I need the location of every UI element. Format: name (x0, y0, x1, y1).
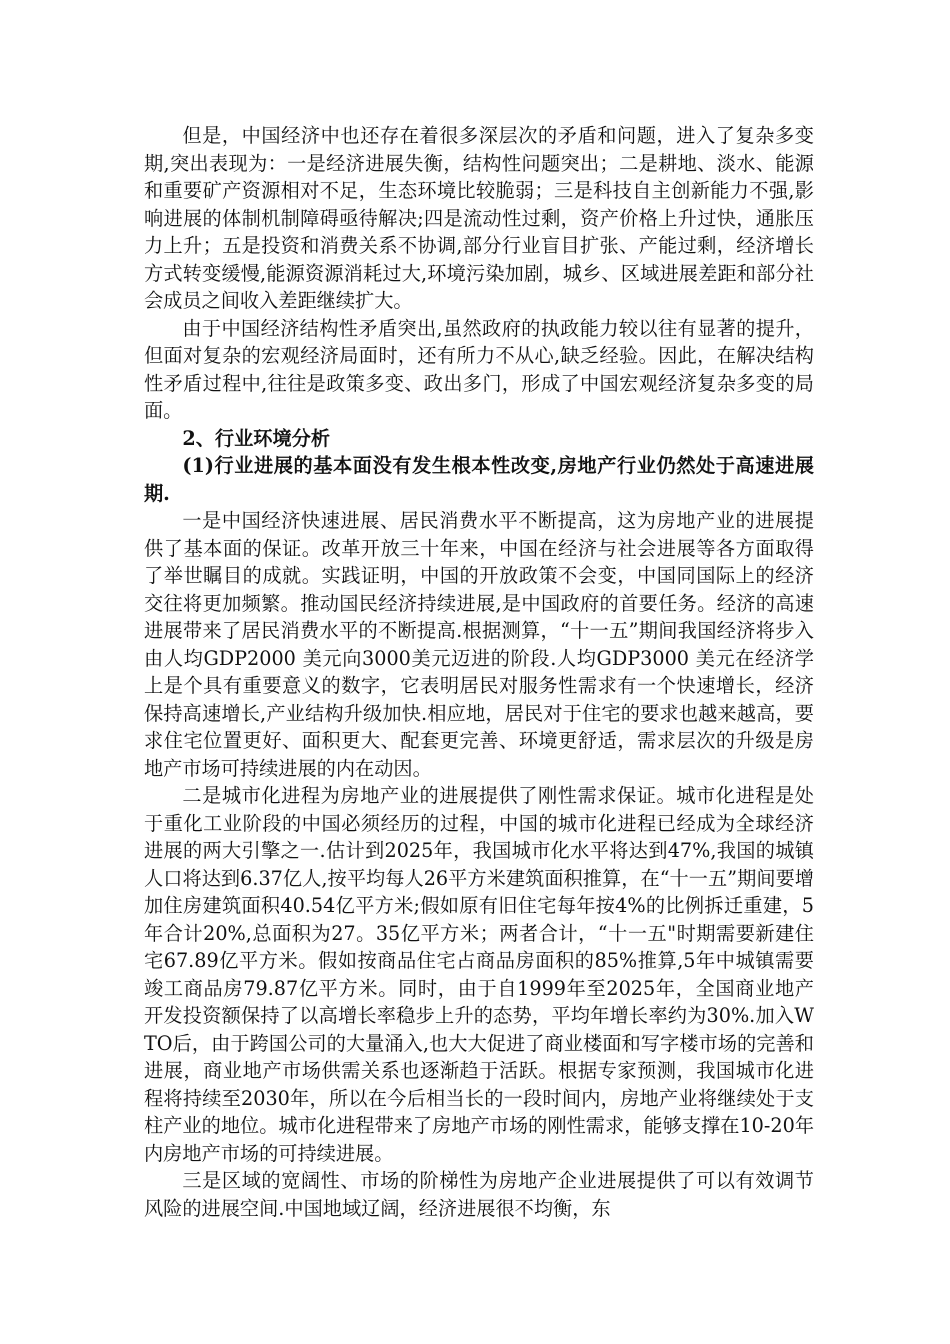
paragraph-policy-complexity: 由于中国经济结构性矛盾突出,虽然政府的执政能力较以往有显著的提升，但面对复杂的宏观经济局面时，还有所力不从心,缺乏经验。因此，在解决结构性矛盾过程中,往往是政策多变、政出多门，形成了中国宏观经济复杂多变的局面。 (144, 316, 814, 422)
paragraph-consumption-growth: 一是中国经济快速进展、居民消费水平不断提高，这为房地产业的进展提供了基本面的保证。改革开放三十年来，中国在经济与社会进展等各方面取得了举世瞩目的成就。实践证明，中国的开放政策不会变，中国同国际上的经济交往将更加频繁。推动国民经济持续进展,是中国政府的首要任务。经济的高速进展带来了居民消费水平的不断提高.根据测算，“十一五”期间我国经济将步入由人均GDP2000 美元向3000美元迈进的阶段.人均GDP3000 美元在经济学上是个具有重要意义的数字，它表明居民对服务性需求有一个快速增长，经济保持高速增长,产业结构升级加快.相应地，居民对于住宅的要求也越来越高，要求住宅位置更好、面积更大、配套更完善、环境更舒适，需求层次的升级是房地产市场可持续进展的内在动因。 (144, 509, 814, 780)
paragraph-economic-problems: 但是，中国经济中也还存在着很多深层次的矛盾和问题，进入了复杂多变期,突出表现为：一是经济进展失衡，结构性问题突出；二是耕地、淡水、能源和重要矿产资源相对不足，生态环境比较脆弱；三是科技自主创新能力不强,影响进展的体制机制障碍亟待解决;四是流动性过剩，资产价格上升过快，通胀压力上升；五是投资和消费关系不协调,部分行业盲目扩张、产能过剩，经济增长方式转变缓慢,能源资源消耗过大,环境污染加剧，城乡、区域进展差距和部分社会成员之间收入差距继续扩大。 (144, 124, 814, 312)
paragraph-urbanization: 二是城市化进程为房地产业的进展提供了刚性需求保证。城市化进程是处于重化工业阶段的中国必须经历的过程，中国的城市化进程已经成为全球经济进展的两大引擎之一.估计到2025年，我国城市化水平将达到47%,我国的城镇人口将达到6.37亿人,按平均每人26平方米建筑面积推算，在“十一五”期间要增加住房建筑面积40.54亿平方米;假如原有旧住宅每年按4%的比例拆迁重建，5年合计20%,总面积为27。35亿平方米；两者合计，“十一五"时期需要新建住宅67.89亿平方米。假如按商品住宅占商品房面积的85%推算,5年中城镇需要竣工商品房79.87亿平方米。同时，由于自1999年至2025年，全国商业地产开发投资额保持了以高增长率稳步上升的态势，平均年增长率约为30%.加入WTO后，由于跨国公司的大量涌入,也大大促进了商业楼面和写字楼市场的完善和进展，商业地产市场供需关系也逐渐趋于活跃。根据专家预测，我国城市化进程将持续至2030年，所以在今后相当长的一段时间内，房地产业将继续处于支柱产业的地位。城市化进程带来了房地产市场的刚性需求，能够支撑在10-20年内房地产市场的可持续进展。 (144, 784, 814, 1165)
document-page (144, 122, 814, 1222)
paragraph-regional-market: 三是区域的宽阔性、市场的阶梯性为房地产企业进展提供了可以有效调节风险的进展空间.中国地域辽阔，经济进展很不均衡，东 (144, 1169, 814, 1220)
section-heading: 2、行业环境分析 (182, 426, 331, 450)
subsection-heading: (1)行业进展的基本面没有发生根本性改变,房地产行业仍然处于高速进展期. (144, 454, 814, 505)
